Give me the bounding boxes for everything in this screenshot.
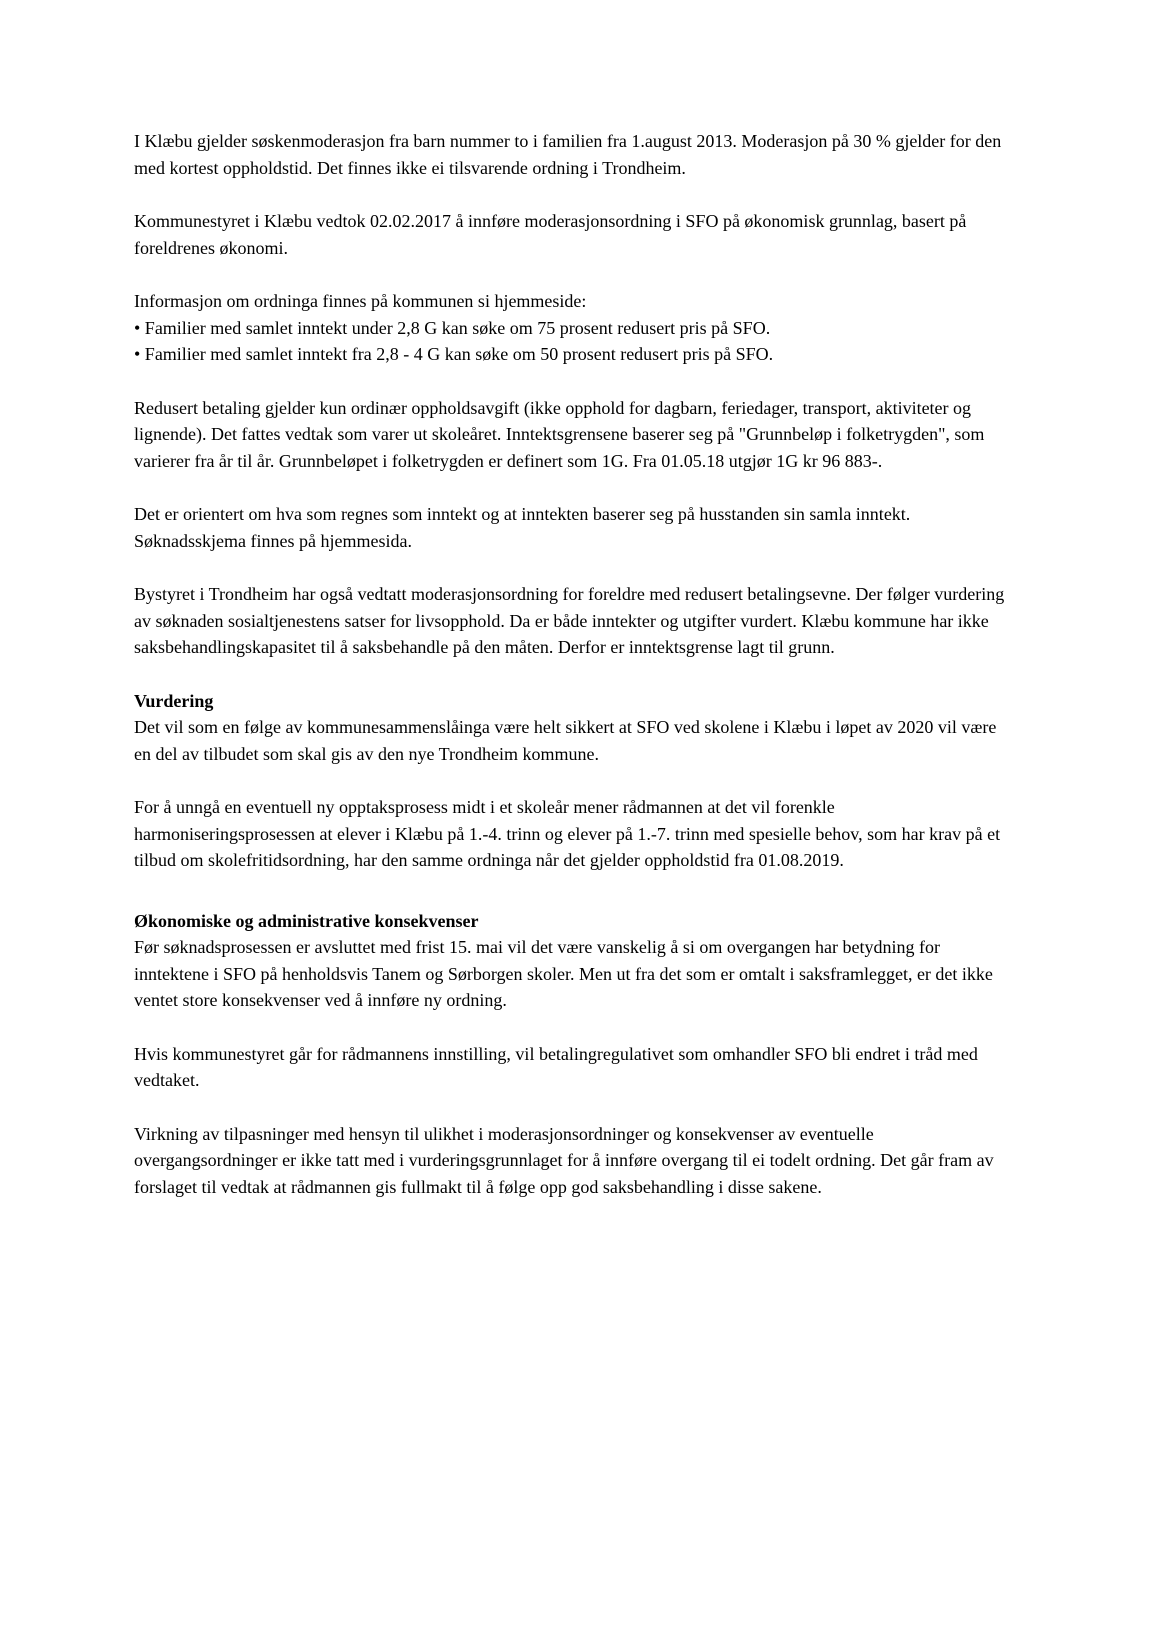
- paragraph-trondheim-scheme: Bystyret i Trondheim har også vedtatt moderasjonsordning for foreldre med redusert betalingsevne. Der følger vurdering av søknaden sosialtjenestens satser for livsopphold. Da er både inntekter og utgifter vurdert. Klæbu kommune har ikke saksbehandlingskapasitet til å saksbehandle på den måten. Derfor er inntektsgrense lagt til grunn.: [134, 584, 1005, 657]
- paragraph-transition-effects: Virkning av tilpasninger med hensyn til ulikhet i moderasjonsordninger og konsekvenser av eventuelle overgangsordninger er ikke tatt med i vurderingsgrunnlaget for å innføre overgang til ei todelt ordning. Det går fram av forslaget til vedtak at rådmannen gis fullmakt til å følge opp god saksbehandling i disse sakene.: [134, 1123, 994, 1197]
- paragraph-application-deadline: Før søknadsprosessen er avsluttet med frist 15. mai vil det være vanskelig å si om overgangen har betydning for inntektene i SFO på henholdsvis Tanem og Sørborgen skoler. Men ut fra det som er omtalt i saksframlegget, er det ikke ventet store konsekvenser ved å innføre ny ordning.: [134, 937, 993, 1010]
- paragraph-merger-certainty: Det vil som en følge av kommunesammenslåinga være helt sikkert at SFO ved skolene i Klæbu i løpet av 2020 vil være en del av tilbudet som skal gis av den nye Trondheim kommune.: [134, 717, 997, 764]
- paragraph-council-decision: Kommunestyret i Klæbu vedtok 02.02.2017 å innføre moderasjonsordning i SFO på økonomisk grunnlag, basert på foreldrenes økonomi.: [134, 211, 967, 258]
- paragraph-income-definition: Det er orientert om hva som regnes som inntekt og at inntekten baserer seg på husstanden sin samla inntekt. Søknadsskjema finnes på hjemmesida.: [134, 504, 911, 551]
- paragraph-sibling-moderation: I Klæbu gjelder søskenmoderasjon fra barn nummer to i familien fra 1.august 2013. Moderasjon på 30 % gjelder for den med kortest oppholdstid. Det finnes ikke ei tilsvarende ordning i Trondheim.: [134, 131, 1002, 178]
- list-item-income-under-2-8g: • Familier med samlet inntekt under 2,8 G kan søke om 75 prosent redusert pris på SFO.: [134, 317, 771, 338]
- section-heading-konsekvenser: Økonomiske og administrative konsekvenser: [134, 910, 479, 931]
- paragraph-payment-regulation: Hvis kommunestyret går for rådmannens innstilling, vil betalingregulativet som omhandler SFO bli endret i tråd med vedtaket.: [134, 1043, 978, 1090]
- section-heading-vurdering: Vurdering: [134, 690, 214, 711]
- list-item-income-2-8-to-4g: • Familier med samlet inntekt fra 2,8 - 4 G kan søke om 50 prosent redusert pris på SFO.: [134, 344, 774, 364]
- info-list-block: [134, 288, 1016, 368]
- paragraph-reduced-payment: Redusert betaling gjelder kun ordinær oppholdsavgift (ikke opphold for dagbarn, feriedager, transport, aktiviteter og lignende). Det fattes vedtak som varer ut skoleåret. Inntektsgrensene baserer seg på "Grunnbeløp i folketrygden", som varierer fra år til år. Grunnbeløpet i folketrygden er definert som 1G. Fra 01.05.18 utgjør 1G kr 96 883-.: [134, 397, 985, 471]
- paragraph-harmonisation: For å unngå en eventuell ny opptaksprosess midt i et skoleår mener rådmannen at det vil forenkle harmoniseringsprosessen at elever i Klæbu på 1.-4. trinn og elever på 1.-7. trinn med spesielle behov, som har krav på et tilbud om skolefritidsordning, har den samme ordninga når det gjelder oppholdstid fra 01.08.2019.: [134, 797, 1001, 870]
- list-intro: Informasjon om ordninga finnes på kommunen si hjemmeside:: [134, 291, 587, 311]
